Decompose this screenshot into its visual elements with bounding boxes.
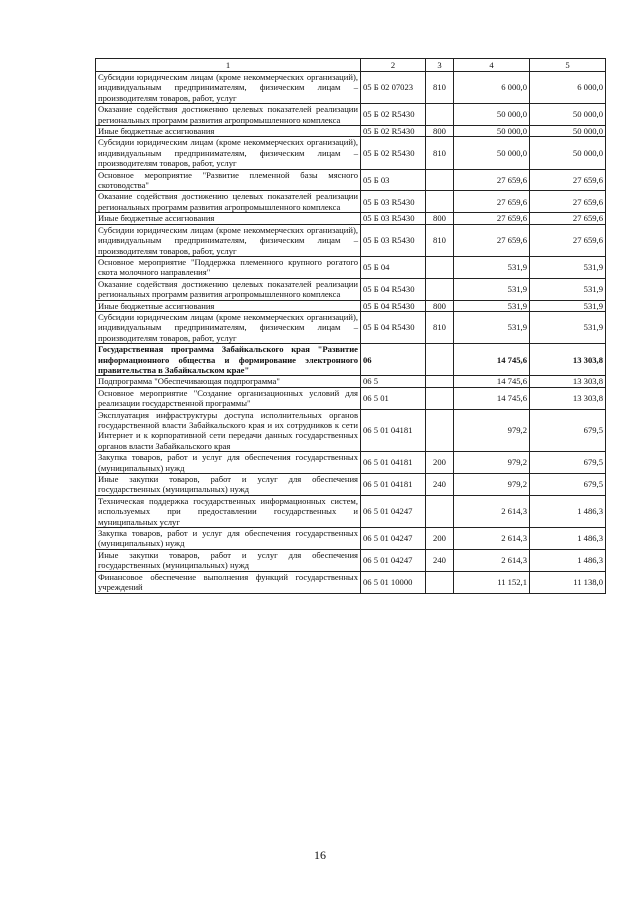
table-row (96, 169, 606, 191)
row-code-cell: 05 Б 04 R5430 (361, 278, 426, 300)
row-expense-type-cell: 810 (426, 72, 454, 104)
row-amount-year1-cell: 2 614,3 (454, 549, 530, 571)
row-expense-type-cell (426, 376, 454, 387)
row-amount-year2-cell: 531,9 (530, 300, 606, 311)
table-body (96, 72, 606, 594)
row-code-cell: 05 Б 04 R5430 (361, 311, 426, 343)
row-code-cell: 06 5 01 04247 (361, 528, 426, 550)
row-amount-year1-cell: 531,9 (454, 278, 530, 300)
table-row (96, 495, 606, 527)
row-name-cell: Основное мероприятие "Поддержка племенного крупного рогатого скота молочного направления" (96, 256, 361, 278)
row-name-cell: Оказание содействия достижению целевых показателей реализации региональных программ развития агропромышленного комплекса (96, 278, 361, 300)
row-name-cell: Иные закупки товаров, работ и услуг для обеспечения государственных (муниципальных) нужд (96, 474, 361, 496)
table-header-row (96, 59, 606, 72)
row-code-cell: 05 Б 03 R5430 (361, 224, 426, 256)
table-row (96, 409, 606, 452)
row-expense-type-cell: 800 (426, 300, 454, 311)
table-row (96, 278, 606, 300)
row-amount-year1-cell: 2 614,3 (454, 528, 530, 550)
row-amount-year2-cell: 531,9 (530, 278, 606, 300)
table-row (96, 452, 606, 474)
row-code-cell: 06 5 01 10000 (361, 571, 426, 593)
table-row (96, 474, 606, 496)
row-code-cell: 06 5 01 04247 (361, 495, 426, 527)
row-expense-type-cell (426, 104, 454, 126)
row-code-cell: 05 Б 04 (361, 256, 426, 278)
row-amount-year1-cell: 531,9 (454, 311, 530, 343)
row-expense-type-cell (426, 278, 454, 300)
row-expense-type-cell (426, 169, 454, 191)
header-col-1: 1 (96, 59, 361, 72)
table-row (96, 191, 606, 213)
row-name-cell: Закупка товаров, работ и услуг для обеспечения государственных (муниципальных) нужд (96, 528, 361, 550)
row-expense-type-cell: 240 (426, 549, 454, 571)
row-amount-year1-cell: 6 000,0 (454, 72, 530, 104)
row-amount-year2-cell: 11 138,0 (530, 571, 606, 593)
table-row (96, 549, 606, 571)
row-name-cell: Государственная программа Забайкальского края "Развитие информационного общества и формирование электронного правительства в Забайкальском крае" (96, 344, 361, 376)
table-row (96, 376, 606, 387)
row-name-cell: Иные бюджетные ассигнования (96, 213, 361, 224)
table-row (96, 344, 606, 376)
row-amount-year2-cell: 679,5 (530, 409, 606, 452)
row-amount-year2-cell: 679,5 (530, 452, 606, 474)
row-amount-year2-cell: 50 000,0 (530, 137, 606, 169)
row-expense-type-cell (426, 571, 454, 593)
row-expense-type-cell (426, 409, 454, 452)
row-code-cell: 06 5 01 04181 (361, 474, 426, 496)
row-expense-type-cell: 240 (426, 474, 454, 496)
row-code-cell: 05 Б 02 R5430 (361, 126, 426, 137)
row-name-cell: Финансовое обеспечение выполнения функций государственных учреждений (96, 571, 361, 593)
header-col-4: 4 (454, 59, 530, 72)
row-amount-year2-cell: 50 000,0 (530, 126, 606, 137)
row-name-cell: Оказание содействия достижению целевых показателей реализации региональных программ развития агропромышленного комплекса (96, 104, 361, 126)
row-name-cell: Эксплуатация инфраструктуры доступа исполнительных органов государственной власти Забайкальского края и их сотрудников к сети Интернет и к корпоративной сети передачи данных государственных органов власти Забайкальского края (96, 409, 361, 452)
row-amount-year2-cell: 531,9 (530, 256, 606, 278)
row-code-cell: 06 5 01 04181 (361, 409, 426, 452)
row-amount-year1-cell: 50 000,0 (454, 126, 530, 137)
row-name-cell: Основное мероприятие "Создание организационных условий для реализации государственной программы" (96, 387, 361, 409)
row-name-cell: Основное мероприятие "Развитие племенной базы мясного скотоводства" (96, 169, 361, 191)
row-code-cell: 06 5 01 04181 (361, 452, 426, 474)
row-code-cell: 06 5 (361, 376, 426, 387)
table-row (96, 571, 606, 593)
row-expense-type-cell (426, 495, 454, 527)
row-expense-type-cell: 810 (426, 137, 454, 169)
row-expense-type-cell (426, 256, 454, 278)
table-row (96, 528, 606, 550)
row-amount-year2-cell: 27 659,6 (530, 191, 606, 213)
table-row (96, 256, 606, 278)
row-name-cell: Закупка товаров, работ и услуг для обеспечения государственных (муниципальных) нужд (96, 452, 361, 474)
row-name-cell: Субсидии юридическим лицам (кроме некоммерческих организаций), индивидуальным предпринимателям, физическим лицам – производителям товаров, работ, услуг (96, 311, 361, 343)
row-amount-year1-cell: 27 659,6 (454, 213, 530, 224)
row-amount-year1-cell: 979,2 (454, 409, 530, 452)
header-col-5: 5 (530, 59, 606, 72)
row-amount-year2-cell: 679,5 (530, 474, 606, 496)
row-code-cell: 05 Б 03 R5430 (361, 213, 426, 224)
row-amount-year1-cell: 50 000,0 (454, 137, 530, 169)
row-amount-year1-cell: 50 000,0 (454, 104, 530, 126)
row-amount-year2-cell: 50 000,0 (530, 104, 606, 126)
row-name-cell: Техническая поддержка государственных информационных систем, используемых при предоставлении государственных и муниципальных услуг (96, 495, 361, 527)
table-row (96, 300, 606, 311)
row-amount-year1-cell: 979,2 (454, 474, 530, 496)
row-name-cell: Субсидии юридическим лицам (кроме некоммерческих организаций), индивидуальным предпринимателям, физическим лицам – производителям товаров, работ, услуг (96, 137, 361, 169)
budget-table (95, 58, 606, 594)
row-amount-year2-cell: 27 659,6 (530, 169, 606, 191)
row-amount-year2-cell: 1 486,3 (530, 549, 606, 571)
row-code-cell: 06 5 01 04247 (361, 549, 426, 571)
table-row (96, 387, 606, 409)
row-name-cell: Оказание содействия достижению целевых показателей реализации региональных программ развития агропромышленного комплекса (96, 191, 361, 213)
table-row (96, 311, 606, 343)
row-code-cell: 05 Б 02 R5430 (361, 137, 426, 169)
row-name-cell: Иные закупки товаров, работ и услуг для обеспечения государственных (муниципальных) нужд (96, 549, 361, 571)
row-amount-year1-cell: 27 659,6 (454, 169, 530, 191)
row-expense-type-cell: 810 (426, 311, 454, 343)
table-row (96, 72, 606, 104)
row-expense-type-cell (426, 387, 454, 409)
row-code-cell: 06 5 01 (361, 387, 426, 409)
row-amount-year2-cell: 1 486,3 (530, 528, 606, 550)
row-amount-year1-cell: 979,2 (454, 452, 530, 474)
table-row (96, 137, 606, 169)
row-expense-type-cell: 800 (426, 213, 454, 224)
row-amount-year2-cell: 13 303,8 (530, 344, 606, 376)
row-code-cell: 05 Б 04 R5430 (361, 300, 426, 311)
row-code-cell: 05 Б 02 R5430 (361, 104, 426, 126)
page-number: 16 (314, 848, 326, 862)
row-amount-year2-cell: 27 659,6 (530, 224, 606, 256)
row-expense-type-cell: 810 (426, 224, 454, 256)
row-amount-year1-cell: 27 659,6 (454, 224, 530, 256)
row-amount-year1-cell: 14 745,6 (454, 387, 530, 409)
row-name-cell: Субсидии юридическим лицам (кроме некоммерческих организаций), индивидуальным предпринимателям, физическим лицам – производителям товаров, работ, услуг (96, 224, 361, 256)
row-amount-year1-cell: 11 152,1 (454, 571, 530, 593)
row-expense-type-cell: 200 (426, 452, 454, 474)
row-amount-year1-cell: 531,9 (454, 256, 530, 278)
row-expense-type-cell (426, 344, 454, 376)
header-col-3: 3 (426, 59, 454, 72)
row-code-cell: 05 Б 03 R5430 (361, 191, 426, 213)
row-amount-year2-cell: 27 659,6 (530, 213, 606, 224)
table-row (96, 126, 606, 137)
row-amount-year2-cell: 13 303,8 (530, 376, 606, 387)
row-name-cell: Иные бюджетные ассигнования (96, 300, 361, 311)
row-name-cell: Субсидии юридическим лицам (кроме некоммерческих организаций), индивидуальным предпринимателям, физическим лицам – производителям товаров, работ, услуг (96, 72, 361, 104)
row-amount-year2-cell: 6 000,0 (530, 72, 606, 104)
row-amount-year2-cell: 1 486,3 (530, 495, 606, 527)
row-amount-year1-cell: 2 614,3 (454, 495, 530, 527)
row-amount-year1-cell: 27 659,6 (454, 191, 530, 213)
row-expense-type-cell: 800 (426, 126, 454, 137)
row-expense-type-cell: 200 (426, 528, 454, 550)
row-name-cell: Иные бюджетные ассигнования (96, 126, 361, 137)
row-name-cell: Подпрограмма "Обеспечивающая подпрограмма" (96, 376, 361, 387)
table-row (96, 213, 606, 224)
table-row (96, 104, 606, 126)
row-amount-year2-cell: 13 303,8 (530, 387, 606, 409)
table-row (96, 224, 606, 256)
row-amount-year1-cell: 14 745,6 (454, 344, 530, 376)
row-code-cell: 06 (361, 344, 426, 376)
row-amount-year1-cell: 14 745,6 (454, 376, 530, 387)
row-code-cell: 05 Б 02 07023 (361, 72, 426, 104)
header-col-2: 2 (361, 59, 426, 72)
row-amount-year2-cell: 531,9 (530, 311, 606, 343)
row-amount-year1-cell: 531,9 (454, 300, 530, 311)
row-expense-type-cell (426, 191, 454, 213)
row-code-cell: 05 Б 03 (361, 169, 426, 191)
